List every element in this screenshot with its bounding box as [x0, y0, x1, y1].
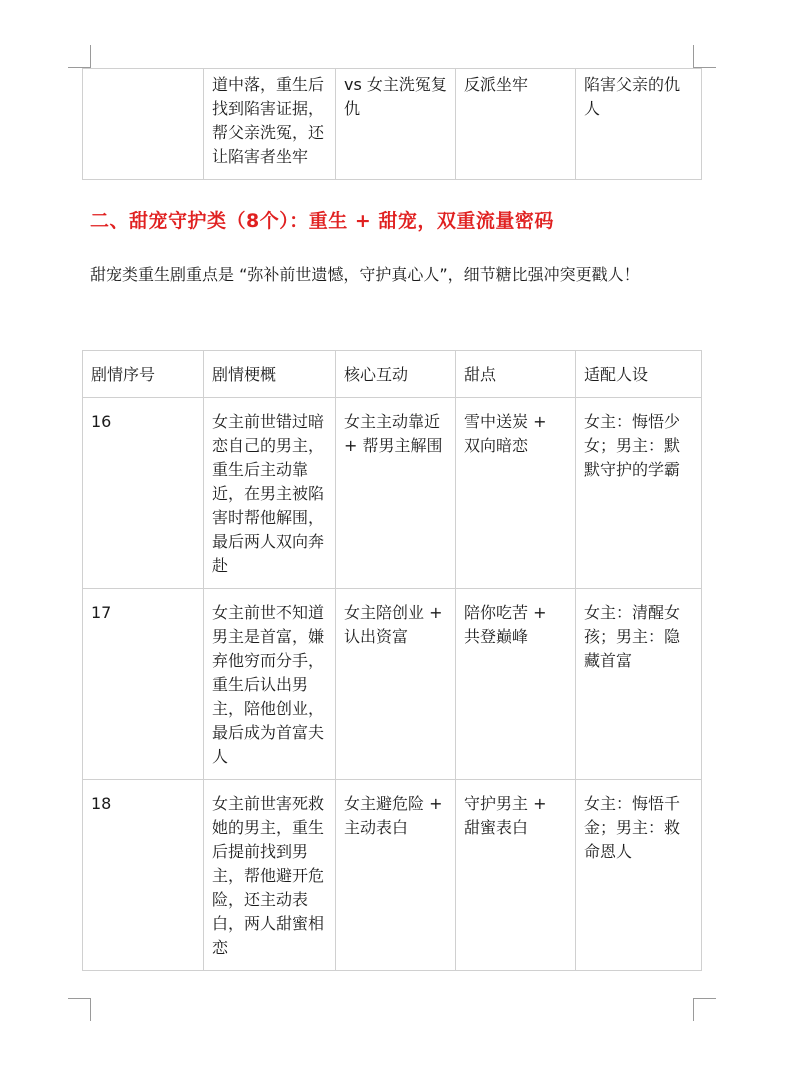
table-cell: 女主前世错过暗恋自己的男主，重生后主动靠近，在男主被陷害时帮他解围，最后两人双向奔赴	[204, 398, 336, 589]
page-corner-mark	[693, 998, 716, 1021]
table-cell: 道中落，重生后找到陷害证据，帮父亲洗冤，还让陷害者坐牢	[204, 69, 336, 180]
continued-table	[82, 68, 702, 180]
table-cell	[83, 69, 204, 180]
table-row	[83, 589, 702, 780]
table-row	[83, 398, 702, 589]
plot-table	[82, 350, 702, 971]
table-cell: vs 女主洗冤复仇	[336, 69, 456, 180]
page-corner-mark	[68, 998, 91, 1021]
page-corner-mark	[68, 45, 91, 68]
table-cell: 反派坐牢	[456, 69, 576, 180]
column-header: 核心互动	[336, 351, 456, 398]
table-cell: 女主前世害死救她的男主，重生后提前找到男主，帮他避开危险，还主动表白，两人甜蜜相恋	[204, 780, 336, 971]
table-cell: 陪你吃苦 + 共登巅峰	[456, 589, 576, 780]
section-intro: 甜宠类重生剧重点是 “弥补前世遗憾，守护真心人”，细节糖比强冲突更戳人！	[90, 265, 640, 284]
table-cell: 女主前世不知道男主是首富，嫌弃他穷而分手，重生后认出男主，陪他创业，最后成为首富夫人	[204, 589, 336, 780]
table-cell: 雪中送炭 + 双向暗恋	[456, 398, 576, 589]
column-header: 剧情序号	[83, 351, 204, 398]
table-cell: 守护男主 + 甜蜜表白	[456, 780, 576, 971]
table-cell: 女主避危险 + 主动表白	[336, 780, 456, 971]
table-cell: 女主主动靠近 + 帮男主解围	[336, 398, 456, 589]
table-header-row	[83, 351, 702, 398]
table-row	[83, 780, 702, 971]
column-header: 甜点	[456, 351, 576, 398]
table-cell: 陷害父亲的仇人	[576, 69, 702, 180]
column-header: 剧情梗概	[204, 351, 336, 398]
table-cell: 女主陪创业 + 认出资富	[336, 589, 456, 780]
table-cell: 18	[83, 780, 204, 971]
page-corner-mark	[693, 45, 716, 68]
table-cell: 女主：悔悟少女；男主：默默守护的学霸	[576, 398, 702, 589]
table-cell: 女主：清醒女孩；男主：隐藏首富	[576, 589, 702, 780]
table-cell: 17	[83, 589, 204, 780]
table-cell: 16	[83, 398, 204, 589]
table-row	[83, 69, 702, 180]
column-header: 适配人设	[576, 351, 702, 398]
section-heading: 二、甜宠守护类（8个）：重生 + 甜宠，双重流量密码	[90, 210, 554, 232]
table-cell: 女主：悔悟千金；男主：救命恩人	[576, 780, 702, 971]
